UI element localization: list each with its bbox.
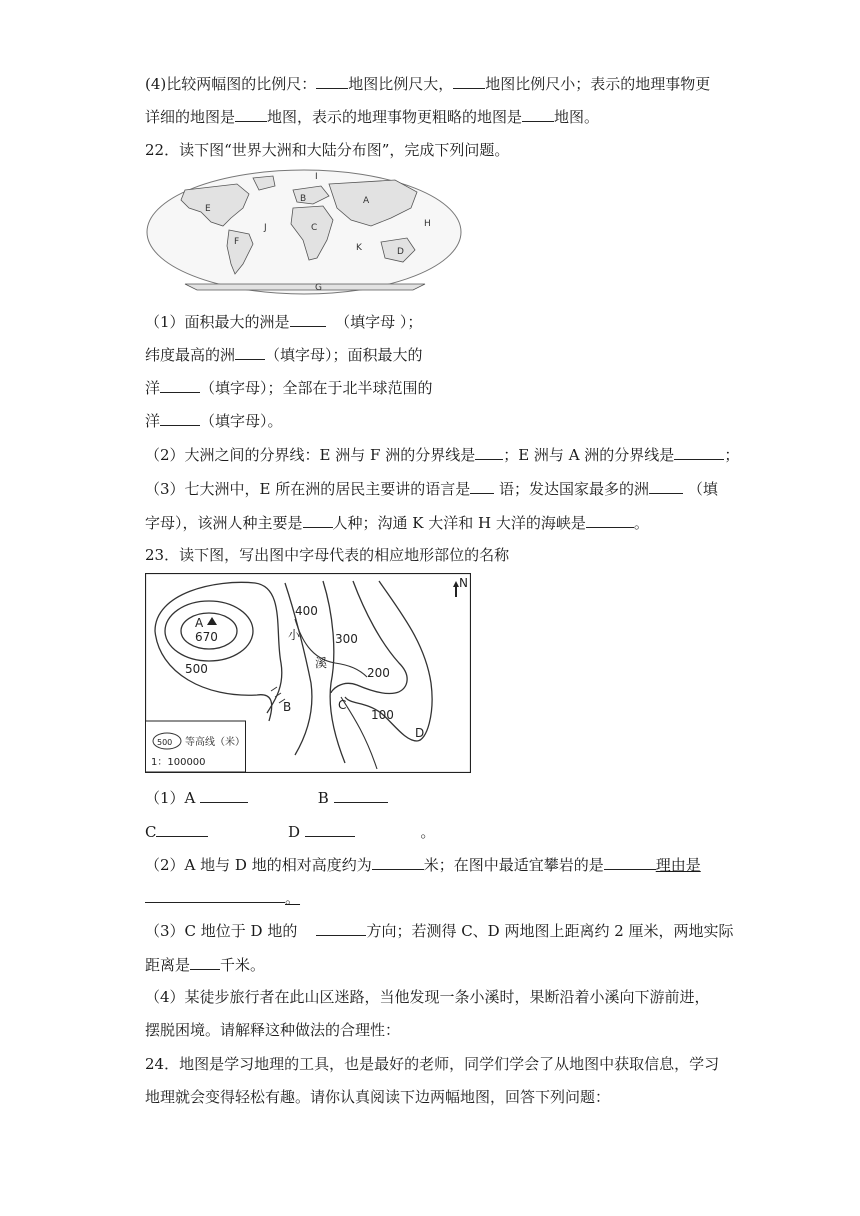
contour-500: 500 (185, 662, 208, 676)
blank[interactable] (305, 820, 355, 837)
blank[interactable] (604, 853, 656, 870)
stream-char-2: 溪 (315, 656, 328, 670)
blank[interactable] (200, 786, 248, 803)
blank[interactable] (156, 820, 208, 837)
q23-part3-line1: （3）C 地位于 D 地的 方向；若测得 C、D 两地图上距离约 2 厘米，两地实际 (145, 919, 734, 941)
map-label-d: D (397, 247, 404, 257)
blank[interactable] (334, 786, 388, 803)
q21-part4-line1: (4)比较两幅图的比例尺： 地图比例尺大， 地图比例尺小；表示的地理事物更 (145, 72, 710, 94)
map-label-k: K (356, 243, 362, 253)
q22-part1-line4: 洋 （填字母）。 (145, 409, 283, 431)
blank[interactable] (475, 443, 503, 460)
contour-100: 100 (371, 708, 394, 722)
blank[interactable] (586, 511, 634, 528)
blank[interactable] (160, 409, 200, 426)
contour-200: 200 (367, 666, 390, 680)
q23-part1-line2: C D 。 (145, 820, 435, 842)
point-b: B (283, 700, 292, 714)
world-continents-map (145, 168, 463, 296)
q21-part4-line2: 详细的地图是 地图，表示的地理事物更粗略的地图是 地图。 (145, 105, 599, 127)
blank[interactable] (290, 310, 326, 327)
world-map-svg (145, 168, 463, 296)
q23-part2-line2: 。 (145, 886, 300, 908)
blank[interactable] (235, 105, 267, 122)
contour-map (145, 573, 471, 773)
map-label-h: H (424, 219, 431, 229)
q22-part3-line1: （3）七大洲中，E 所在洲的居民主要讲的语言是 语；发达国家最多的洲 （填 (145, 477, 718, 499)
q23-part1-line1: （1）A B (145, 786, 388, 808)
blank[interactable] (316, 72, 348, 89)
q23-part4-line1: （4）某徒步旅行者在此山区迷路，当他发现一条小溪时，果断沿着小溪向下游前进， (145, 988, 710, 1006)
q23-title: 23．读下图，写出图中字母代表的相应地形部位的名称 (145, 546, 510, 564)
map-label-c: C (311, 223, 318, 233)
q22-part1-line3: 洋 （填字母）；全部在于北半球范围的 (145, 376, 433, 398)
q22-part2: （2）大洲之间的分界线：E 洲与 F 洲的分界线是 ；E 洲与 A 洲的分界线是 ； (145, 443, 739, 465)
blank[interactable] (235, 343, 265, 360)
q24-line1: 24．地图是学习地理的工具，也是最好的老师，同学们学会了从地图中获取信息，学习 (145, 1055, 720, 1073)
map-scale: 1：100000 (151, 757, 206, 768)
blank[interactable] (145, 886, 285, 903)
blank[interactable] (522, 105, 554, 122)
q22-title: 22．读下图“世界大洲和大陆分布图”，完成下列问题。 (145, 141, 510, 159)
map-label-f: F (234, 237, 240, 247)
stream-char-1: 小 (288, 628, 301, 642)
map-label-g: G (315, 283, 322, 293)
q22-part3-line2: 字母），该洲人种主要是 人种；沟通 K 大洋和 H 大洋的海峡是 。 (145, 511, 649, 533)
blank[interactable] (674, 443, 724, 460)
blank[interactable] (649, 477, 683, 494)
blank[interactable] (453, 72, 485, 89)
blank[interactable] (160, 376, 200, 393)
blank[interactable] (372, 853, 424, 870)
q24-line2: 地理就会变得轻松有趣。请你认真阅读下边两幅地图，回答下列问题： (145, 1088, 611, 1106)
peak-elevation: 670 (195, 630, 218, 644)
blank[interactable] (303, 511, 333, 528)
map-label-e: E (205, 204, 211, 214)
contour-400: 400 (295, 604, 318, 618)
q23-part2-line1: （2）A 地与 D 地的相对高度约为 米；在图中最适宜攀岩的是 理由是 (145, 853, 701, 875)
point-d: D (415, 726, 425, 740)
blank[interactable] (190, 953, 220, 970)
peak-letter: A (195, 616, 204, 630)
q22-part1-line2: 纬度最高的洲 （填字母）；面积最大的 (145, 343, 423, 365)
map-label-i: I (315, 172, 318, 182)
contour-map-svg (145, 573, 471, 773)
q22-part1-line1: （1）面积最大的洲是 （填字母 ）； (145, 310, 422, 332)
blank[interactable] (316, 919, 366, 936)
legend-sample: 500 (157, 738, 173, 747)
contour-300: 300 (335, 632, 358, 646)
q23-part3-line2: 距离是 千米。 (145, 953, 265, 975)
point-c: C (338, 698, 347, 712)
blank[interactable] (470, 477, 494, 494)
legend-text: 等高线（米） (185, 737, 245, 748)
map-label-j: J (264, 223, 267, 233)
north-arrow-label: N (459, 576, 468, 590)
q23-part4-line2: 摆脱困境。请解释这种做法的合理性： (145, 1021, 401, 1039)
map-label-a: A (363, 196, 370, 206)
map-label-b: B (300, 194, 307, 204)
